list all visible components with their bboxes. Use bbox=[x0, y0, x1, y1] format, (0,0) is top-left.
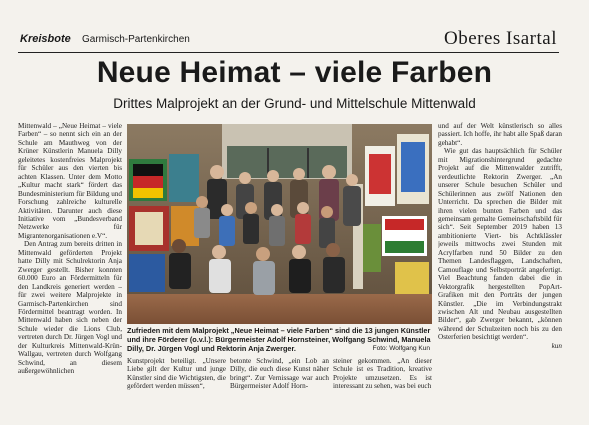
bottom-column-1 bbox=[127, 357, 226, 417]
article-headline: Neue Heimat – viele Farben bbox=[96, 56, 493, 89]
left-text-column bbox=[18, 122, 122, 422]
group-photo-illustration bbox=[127, 124, 432, 324]
left-paragraph: Mittenwald – „Neue Heimat – viele Farben“ – so nennt sich ein an der Schule am Mauthweg von der Krüner Künstlerin Manuela Dilly geleitetes kostenfreies Malprojekt für Schüler aus den vierten bis achten Klassen. Unter dem Motto „Kultur macht stark“ fördert das Bundesministerium für Bildung und Forschung zahlreiche kulturelle Aktivitäten. Darunter auch diese Initiative vom „Bundesverband Netzwerke für Migrantenorganisationen e.V“. bbox=[18, 122, 122, 240]
bottom-paragraph: steiner gekommen. „An dieser Schule ist es Tradition, kreative Projekte umzusetzen. Es ist interessant zu sehen, was bei euch bbox=[333, 357, 432, 391]
photo-caption-text: Zufrieden mit dem Malprojekt „Neue Heimat – viele Farben“ sind die 13 jungen Künstler und ihre Förderer (o.v.l.): Bürgermeister Adolf Hornsteiner, Wolfgang Schwind, Manuela Dilly, Dr. Jürgen Vogl und Rektorin Anja Zwerger. bbox=[127, 326, 431, 353]
left-paragraph: Den Antrag zum bereits dritten in Mittenwald geförderten Projekt hatte Dilly mit Schulrektorin Anja Zwerger gestellt. Bisher konnten 60.000 Euro an Fördermitteln für den Landkreis generiert werden – für zwei weitere Malprojekte in Garmisch-Partenkirchen sind Fördermittel beantragt worden. In Mittenwald haben sich neben der Schule wieder die Lions Club, vertreten durch Dr. Jürgen Vogl und der Kulturkreis Mittenwald-Krün-Wallgau, vertreten durch Wolfgang Schwind, an diesem außergewöhnlichen bbox=[18, 240, 122, 376]
right-paragraph: Wie gut das hauptsächlich für Schüler mit Migrationshintergrund gedachte Projekt auf die Mittenwalder zutrifft, verdeutlichte Rektorin Zwerger. „An unserer Schule besuchen Schüler und Schülerinnen aus zwölf Nationen den Unterricht. Da sprechen die Bilder mit ihren vielen bunten Farben und das gemeinsam gemalte Gemeinschaftsbild für sich“. Seit September 2019 haben 13 ambitionierte Viert- bis Achtklässler jeweils mittwochs zwei Stunden mit Acrylfarben rund 50 Bilder zu den Themen Landesflaggen, Landschaften, Camouflage und Selbstporträt angefertigt. Viel Beachtung fanden dabei die in Vektorgrafik hergestellten PopArt-Grafiken mit den Porträts der jungen Künstler. „Die im Verbindungstrakt zwischen Alt und Neubau ausgestellten Bilder“, gab Zwerger bekannt, „können während der Schulzeiten noch bis zu den Osterferien besichtigt werden“. bbox=[438, 147, 562, 342]
article-subheadline: Drittes Malprojekt an der Grund- und Mittelschule Mittenwald bbox=[113, 96, 476, 111]
photo-caption bbox=[127, 326, 432, 353]
section-title: Oberes Isartal bbox=[443, 28, 557, 49]
bottom-column-2 bbox=[230, 357, 329, 417]
publication-name: Kreisbote bbox=[20, 33, 71, 45]
bottom-column-3 bbox=[333, 357, 432, 417]
publication-region: Garmisch-Partenkirchen bbox=[82, 34, 190, 45]
bottom-paragraph: Kunstprojekt beteiligt. „Unsere Liebe gilt der Kultur und junge Künstler sind die Wichtigsten, die gefördert werden müssen“, bbox=[127, 357, 226, 391]
photo-credit: Foto: Wolfgang Kun bbox=[372, 345, 430, 352]
article-photo bbox=[127, 124, 432, 324]
right-paragraph: und auf der Welt künstlerisch so alles passiert. Ich hoffe, ihr habt alle Spaß daran gehabt“. bbox=[438, 122, 562, 147]
masthead-bar bbox=[18, 30, 559, 53]
bottom-paragraph: betonte Schwind, „ein Lob an Dilly, die euch diese Kunst näher bringt“. Zur Vernissage war auch Bürgermeister Adolf Horn- bbox=[230, 357, 329, 391]
article-author: kun bbox=[551, 341, 562, 350]
right-text-column bbox=[438, 122, 562, 420]
